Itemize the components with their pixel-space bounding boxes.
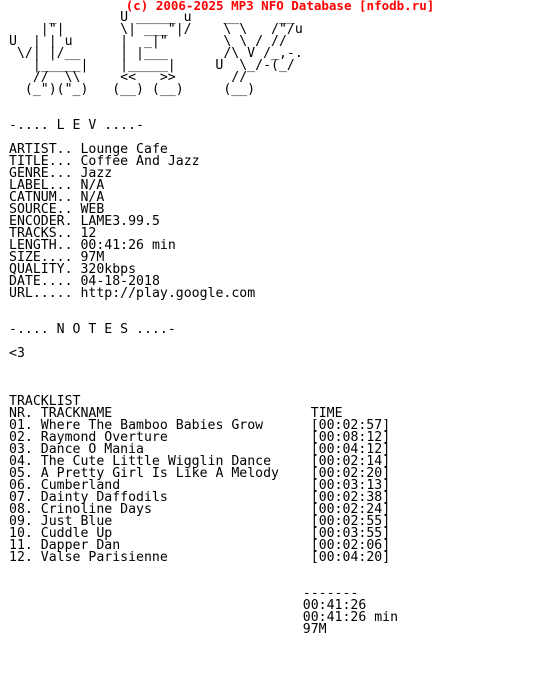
notes-banner: -.... N O T E S ....- (9, 322, 176, 337)
info-value: WEB (80, 202, 105, 217)
logo-art-line: // \\ << >> // (9, 70, 248, 85)
logo-art-line: |"| \| ___"|/ \ \ /"/u (9, 22, 303, 37)
info-value: 320kbps (80, 262, 137, 277)
track-name: Dainty Daffodils (40, 490, 168, 505)
track-number: 02. (9, 430, 33, 445)
track-name: Dance O Mania (40, 442, 144, 457)
track-time: [00:02:20] (310, 466, 391, 481)
info-value: Lounge Cafe (80, 142, 168, 157)
info-label: ENCODER. (9, 214, 73, 229)
nfo-text (9, 12, 398, 636)
track-number: 03. (9, 442, 33, 457)
track-number: 08. (9, 502, 33, 517)
track-row (9, 552, 398, 564)
info-label: QUALITY. (9, 262, 73, 277)
track-name: Cumberland (40, 478, 121, 493)
track-number: 12. (9, 550, 33, 565)
track-number: 10. (9, 526, 33, 541)
track-time: [00:02:38] (310, 490, 391, 505)
track-time: [00:02:57] (310, 418, 391, 433)
track-name: Cuddle Up (40, 526, 113, 541)
track-number: 06. (9, 478, 33, 493)
track-number: 11. (9, 538, 33, 553)
track-time: [00:02:06] (310, 538, 391, 553)
track-time: [00:03:13] (310, 478, 391, 493)
logo-art-line: |_____| |_____| U \_/-(_/ (9, 58, 295, 73)
info-value: 97M (80, 250, 105, 265)
col-time-header: TIME (310, 406, 343, 421)
logo-art-line: \/| |/__ | |___ /\ V /_,-. (9, 46, 303, 61)
info-value: N/A (80, 178, 105, 193)
info-label: TITLE... (9, 154, 73, 169)
info-row (9, 288, 398, 300)
track-number: 07. (9, 490, 33, 505)
info-value: LAME3.99.5 (80, 214, 160, 229)
logo-art-line: (_")("_) (__) (__) (__) (9, 82, 256, 97)
track-time: [00:02:14] (310, 454, 391, 469)
title-banner: -.... L E V ....- (9, 118, 144, 133)
info-label: SIZE.... (9, 250, 73, 265)
info-label: SOURCE.. (9, 202, 73, 217)
info-label: GENRE... (9, 166, 73, 181)
track-number: 01. (9, 418, 33, 433)
totals-rule: ------- (302, 586, 359, 601)
col-name-header: TRACKNAME (40, 406, 113, 421)
notes-text: <3 (9, 346, 25, 361)
track-time: [00:02:24] (310, 502, 391, 517)
info-label: LABEL... (9, 178, 73, 193)
info-value: 12 (80, 226, 97, 241)
info-label: ARTIST.. (9, 142, 73, 157)
info-label: CATNUM.. (9, 190, 73, 205)
total-size-row (9, 624, 398, 636)
info-value: http://play.google.com (80, 286, 256, 301)
track-number: 04. (9, 454, 33, 469)
info-value: N/A (80, 190, 105, 205)
info-value: 04-18-2018 (80, 274, 160, 289)
track-name: Valse Parisienne (40, 550, 168, 565)
info-label: URL..... (9, 286, 73, 301)
info-label: TRACKS.. (9, 226, 73, 241)
track-number: 05. (9, 466, 33, 481)
logo-art-line: _ U _____ u __ __ (9, 10, 295, 25)
info-value: Jazz (80, 166, 113, 181)
track-name: Just Blue (40, 514, 113, 529)
track-time: [00:02:55] (310, 514, 391, 529)
track-name: Dapper Dan (40, 538, 121, 553)
track-number: 09. (9, 514, 33, 529)
info-value: 00:41:26 min (80, 238, 176, 253)
track-time: [00:04:12] (310, 442, 391, 457)
track-time: [00:08:12] (310, 430, 391, 445)
info-value: Coffee And Jazz (80, 154, 200, 169)
track-name: A Pretty Girl Is Like A Melody (40, 466, 279, 481)
total-size: 97M (302, 622, 327, 637)
total-time: 00:41:26 (302, 598, 367, 613)
col-nr-header: NR. (9, 406, 33, 421)
logo-art-line: U | | u | _|" \ \ / // (9, 34, 287, 49)
track-time: [00:04:20] (310, 550, 391, 565)
info-label: DATE.... (9, 274, 73, 289)
track-time: [00:03:55] (310, 526, 391, 541)
track-name: Crinoline Days (40, 502, 152, 517)
site-header-title: (c) 2006-2025 MP3 NFO Database [nfodb.ru] (125, 0, 435, 13)
track-name: The Cute Little Wigglin Dance (40, 454, 272, 469)
total-time-min: 00:41:26 min (302, 610, 399, 625)
info-label: LENGTH.. (9, 238, 73, 253)
track-name: Where The Bamboo Babies Grow (40, 418, 264, 433)
track-name: Raymond Overture (40, 430, 168, 445)
tracklist-heading: TRACKLIST (9, 394, 81, 409)
